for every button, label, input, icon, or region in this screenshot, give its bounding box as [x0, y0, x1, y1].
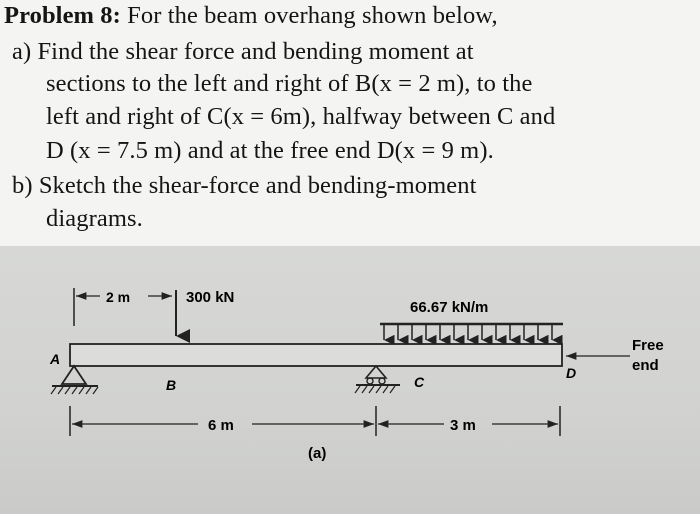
problem-line-5: D (x = 7.5 m) and at the free end D(x = 9 m). — [46, 137, 494, 164]
distributed-load-label: 66.67 kN/m — [410, 299, 489, 316]
dim-ac-label: 6 m — [208, 417, 234, 434]
problem-line-1 — [4, 2, 498, 30]
problem-title: Problem 8: — [4, 2, 121, 29]
beam-diagram — [0, 246, 700, 514]
label-b: B — [166, 377, 177, 393]
problem-intro: For the beam overhang shown below, — [120, 2, 498, 29]
label-d: D — [566, 365, 577, 381]
roller-support-c — [355, 366, 400, 393]
pin-support-a — [51, 366, 98, 394]
label-a: A — [50, 351, 61, 367]
beam-figure — [0, 246, 700, 514]
figure-caption: (a) — [308, 445, 327, 462]
problem-line-7: diagrams. — [46, 205, 143, 232]
problem-line-4: left and right of C(x = 6m), halfway between C and — [46, 103, 556, 130]
label-c: C — [414, 374, 425, 390]
dim-ab-label: 2 m — [106, 289, 131, 305]
point-load — [176, 289, 234, 336]
dim-cd-label: 3 m — [450, 417, 476, 434]
problem-statement — [0, 0, 700, 245]
problem-line-3: sections to the left and right of B(x = 2 m), to the — [46, 70, 533, 97]
free-end-label-2: end — [632, 357, 659, 374]
problem-line-2: a) Find the shear force and bending moment at — [12, 38, 474, 65]
beam — [70, 344, 562, 366]
point-load-label: 300 kN — [186, 289, 235, 306]
free-end-label-1: Free — [632, 337, 664, 354]
problem-line-6: b) Sketch the shear-force and bending-moment — [12, 172, 477, 199]
dimension-ac — [70, 406, 374, 436]
dimension-cd — [378, 406, 560, 436]
dimension-ab — [74, 288, 172, 326]
distributed-load-arrows — [384, 324, 552, 340]
distributed-load — [380, 299, 563, 340]
